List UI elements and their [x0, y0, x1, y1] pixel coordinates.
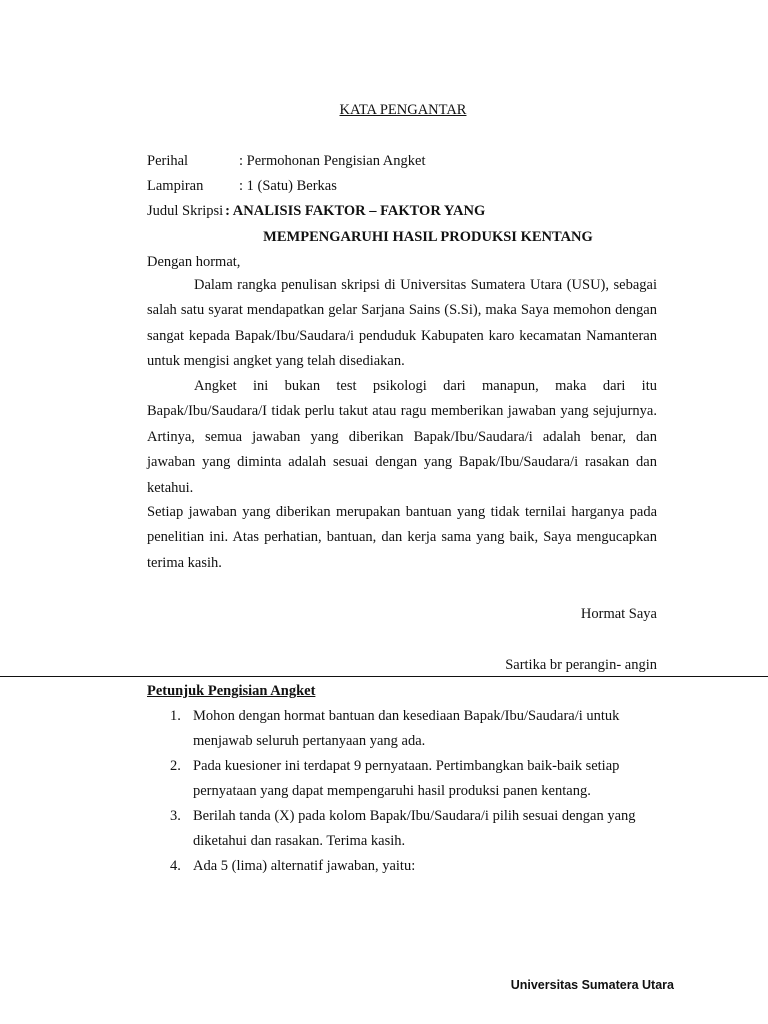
divider — [0, 676, 768, 677]
field-judul-row — [147, 203, 485, 220]
paragraph-2: Angket ini bukan test psikologi dari manapun, maka dari itu Bapak/Ibu/Saudara/I tidak perlu takut atau ragu memberikan jawaban yang sejujurnya. Artinya, semua jawaban yang diberikan Bapak/Ibu/Saudara/i adalah benar, dan jawaban yang diminta adalah sesuai dengan yang Bapak/Ibu/Saudara/i rasakan dan ketahui. — [147, 378, 657, 496]
list-item — [147, 754, 667, 804]
list-item-text: Pada kuesioner ini terdapat 9 pernyataan. Pertimbangkan baik-baik setiap pernyataan yang dapat mempengaruhi hasil produksi panen kentang. — [193, 758, 620, 799]
instructions-title: Petunjuk Pengisian Angket — [147, 683, 316, 699]
list-item-text: Ada 5 (lima) alternatif jawaban, yaitu: — [193, 858, 416, 874]
greeting: Dengan hormat, — [147, 254, 241, 270]
footer-university: Universitas Sumatera Utara — [510, 978, 674, 992]
field-value-judul: : ANALISIS FAKTOR – FAKTOR YANG — [225, 203, 486, 219]
closing: Hormat Saya — [580, 606, 657, 622]
thesis-title-line2: MEMPENGARUHI HASIL PRODUKSI KENTANG — [263, 229, 593, 245]
field-label-judul: Judul Skripsi — [147, 203, 224, 219]
list-item-text: Berilah tanda (X) pada kolom Bapak/Ibu/Saudara/i pilih sesuai dengan yang diketahui dan rasakan. Terima kasih. — [193, 808, 636, 849]
list-item-text: Mohon dengan hormat bantuan dan kesediaan Bapak/Ibu/Saudara/i untuk menjawab seluruh pertanyaan yang ada. — [193, 708, 620, 749]
list-item — [147, 704, 667, 754]
instructions-list — [147, 704, 667, 879]
field-label-lampiran: Lampiran — [147, 178, 204, 194]
list-item-number: 4. — [170, 858, 181, 874]
letter-title: KATA PENGANTAR — [339, 102, 467, 118]
paragraph-3: Setiap jawaban yang diberikan merupakan bantuan yang tidak ternilai harganya pada penelitian ini. Atas perhatian, bantuan, dan kerja sama yang baik, Saya mengucapkan terima kasih. — [147, 504, 657, 571]
paragraph-1: Dalam rangka penulisan skripsi di Universitas Sumatera Utara (USU), sebagai salah satu syarat mendapatkan gelar Sarjana Sains (S.Si), maka Saya memohon dengan sangat kepada Bapak/Ibu/Saudara/i penduduk Kabupaten karo kecamatan Namanteran untuk mengisi angket yang telah disediakan. — [147, 277, 657, 370]
list-item-number: 1. — [170, 708, 181, 724]
list-item — [147, 854, 667, 879]
list-item-number: 3. — [170, 808, 181, 824]
list-item — [147, 804, 667, 854]
field-value-lampiran: : 1 (Satu) Berkas — [239, 178, 337, 194]
field-value-perihal: : Permohonan Pengisian Angket — [239, 153, 426, 169]
list-item-number: 2. — [170, 758, 181, 774]
field-label-perihal: Perihal — [147, 153, 189, 169]
signature: Sartika br perangin- angin — [505, 657, 657, 673]
